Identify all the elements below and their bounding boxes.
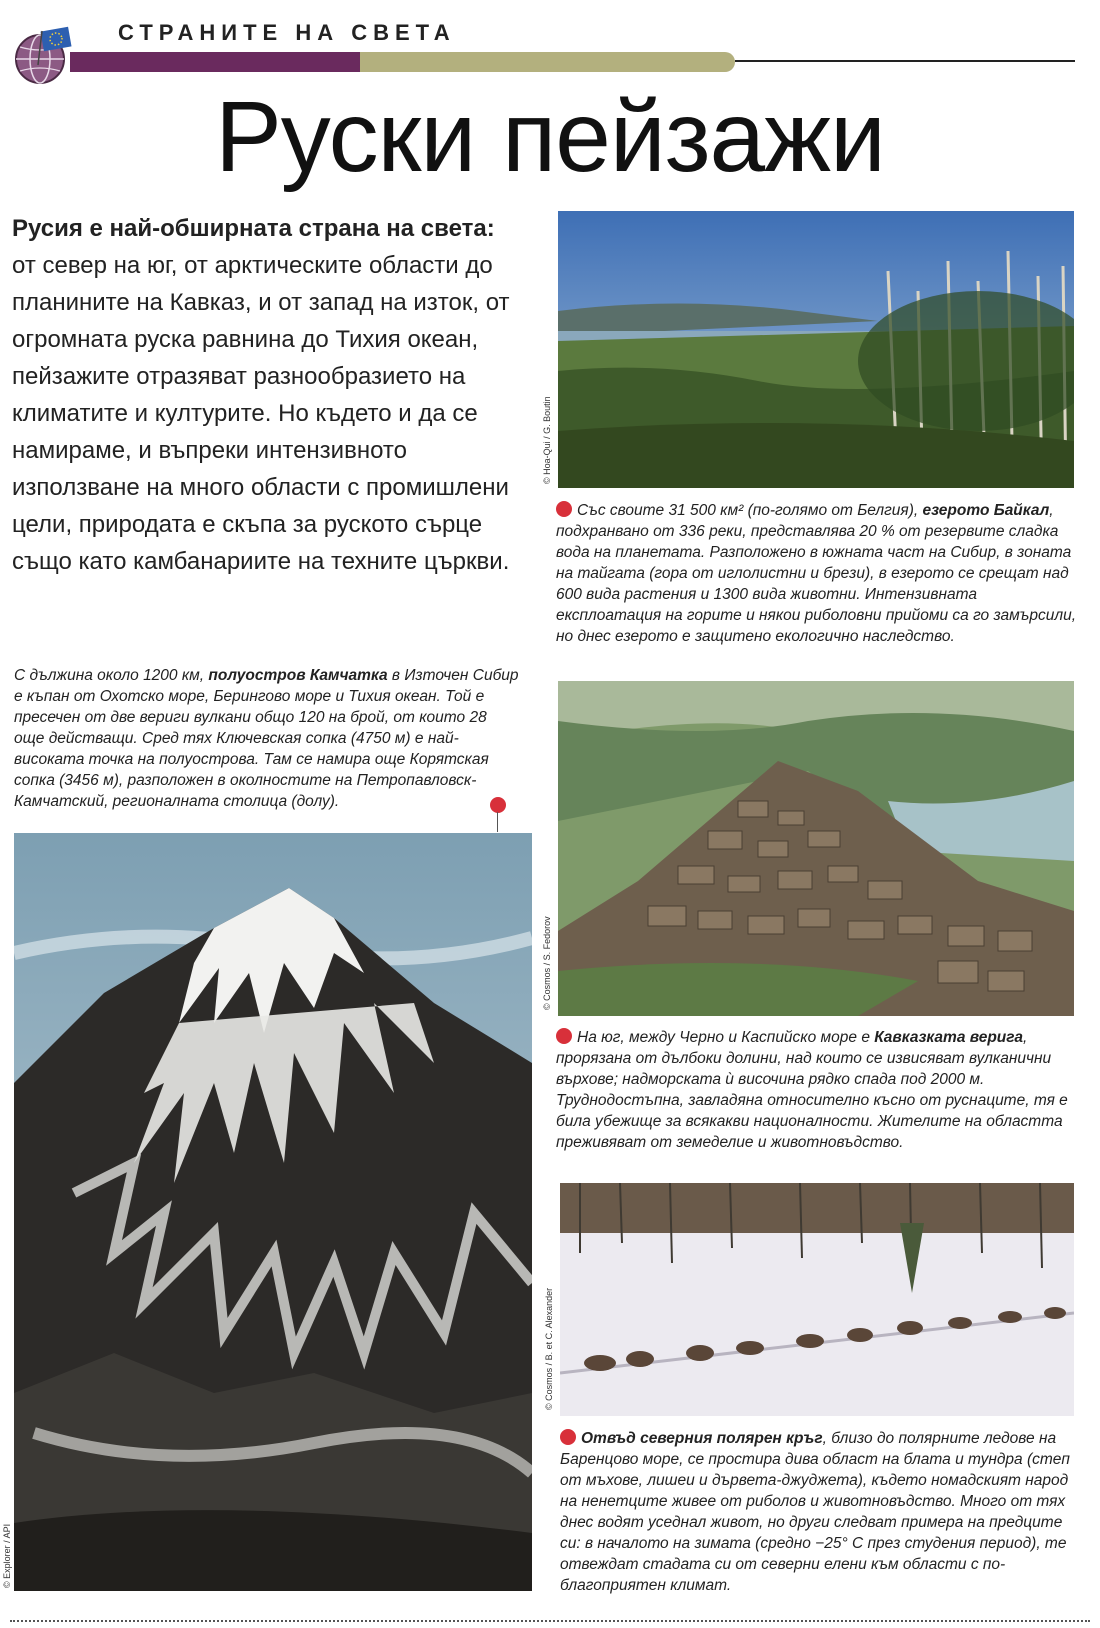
intro-paragraph xyxy=(12,210,522,580)
caucasus-pin-icon xyxy=(556,1028,572,1044)
header-band-olive xyxy=(360,52,735,72)
kamchatka-pin-line xyxy=(497,812,498,832)
arctic-credit: © Cosmos / B. et C. Alexander xyxy=(544,1287,554,1410)
baikal-credit: © Hoa-Qui / G. Boutin xyxy=(542,396,552,484)
caucasus-bold: Кавказката верига xyxy=(874,1029,1023,1046)
kamchatka-pin-icon xyxy=(490,797,506,813)
bottom-rule xyxy=(10,1620,1090,1622)
arctic-text-end: , близо до полярните ледове на Баренцово море, се простира дива област на блата и тундра (степ от мъхове, лишеи и дървета-джуджета), където номадският народ на ненетците живее от риболов и животновъдство. Много от тях днес водят уседнал живот, но други следват примера на предците си: в началото на зимата (средно −25° С през студения период), те отвеждат стадата си от северни елени към области с по-благоприятен климат. xyxy=(560,1430,1070,1594)
volcano-photo xyxy=(14,833,532,1591)
globe-flag-icon xyxy=(12,25,74,87)
kamchatka-caption xyxy=(14,665,519,812)
arctic-pin-icon xyxy=(560,1429,576,1445)
arctic-bold: Отвъд северния полярен кръг xyxy=(581,1430,823,1447)
caucasus-village-photo xyxy=(558,681,1074,1016)
caucasus-credit: © Cosmos / S. Fedorov xyxy=(542,916,552,1010)
baikal-text-start: Със своите 31 500 км² (по-голямо от Белгия), xyxy=(577,502,923,519)
volcano-credit: © Explorer / API xyxy=(2,1523,12,1588)
header-rule xyxy=(735,60,1075,62)
kamchatka-text-start: С дължина около 1200 км, xyxy=(14,667,209,684)
kamchatka-text-end: в Източен Сибир е къпан от Охотско море, Берингово море и Тихия океан. Той е пресечен от две вериги вулкани общо 120 на брой, от които 28 още действащи. Сред тях Ключевская сопка (4750 м) е най-високата точка на полуострова. Там се намира още Корятская сопка (3456 м), разположен в околностите на Петропавловск-Камчатский, регионалната столица (долу). xyxy=(14,667,519,810)
section-label: СТРАНИТЕ НА СВЕТА xyxy=(118,20,456,45)
intro-text: от север на юг, от арктическите области до планините на Кавказ, и от запад на изток, от огромната руска равнина до Тихия океан, пейзажите отразяват разнообразието на климатите и културите. Но където и да се намираме, и въпреки интензивното използване на много области с промишлени цели, природата е скъпа за руското сърце също като камбанариите на техните църкви. xyxy=(12,252,510,575)
caucasus-text-end: , прорязана от дълбоки долини, над които се извисяват вулканични върхове; надморската ѝ височина рядко спада под 2000 м. Труднодостъпна, завладяна относително късно от руснаците, тя е била убежище за всякакви националности. Жителите на областта преживяват от земеделие и животновъдство. xyxy=(556,1029,1068,1151)
baikal-text-end: , подхранвано от 336 реки, представлява 20 % от резервите сладка вода на планетата. Разположено в южната част на Сибир, в зоната на тайгата (гора от иглолистни и брези), в езерото се срещат над 600 вида растения и 1300 вида животни. Интензивната експлоатация на горите и някои риболовни прийоми са го замърсили, но днес езерото е защитено екологично наследство. xyxy=(556,502,1077,645)
baikal-photo xyxy=(558,211,1074,488)
reindeer-caravan-photo xyxy=(560,1183,1074,1416)
page-title: Руски пейзажи xyxy=(215,81,885,193)
baikal-pin-icon xyxy=(556,501,572,517)
intro-lead: Русия е най-обширната страна на света: xyxy=(12,215,495,242)
baikal-caption xyxy=(556,500,1078,647)
baikal-bold: езерото Байкал xyxy=(922,502,1050,519)
caucasus-text-start: На юг, между Черно и Каспийско море е xyxy=(577,1029,875,1046)
kamchatka-bold: полуостров Камчатка xyxy=(208,667,388,684)
arctic-caption xyxy=(560,1428,1078,1596)
header-band-purple xyxy=(70,52,360,72)
caucasus-caption xyxy=(556,1027,1078,1153)
